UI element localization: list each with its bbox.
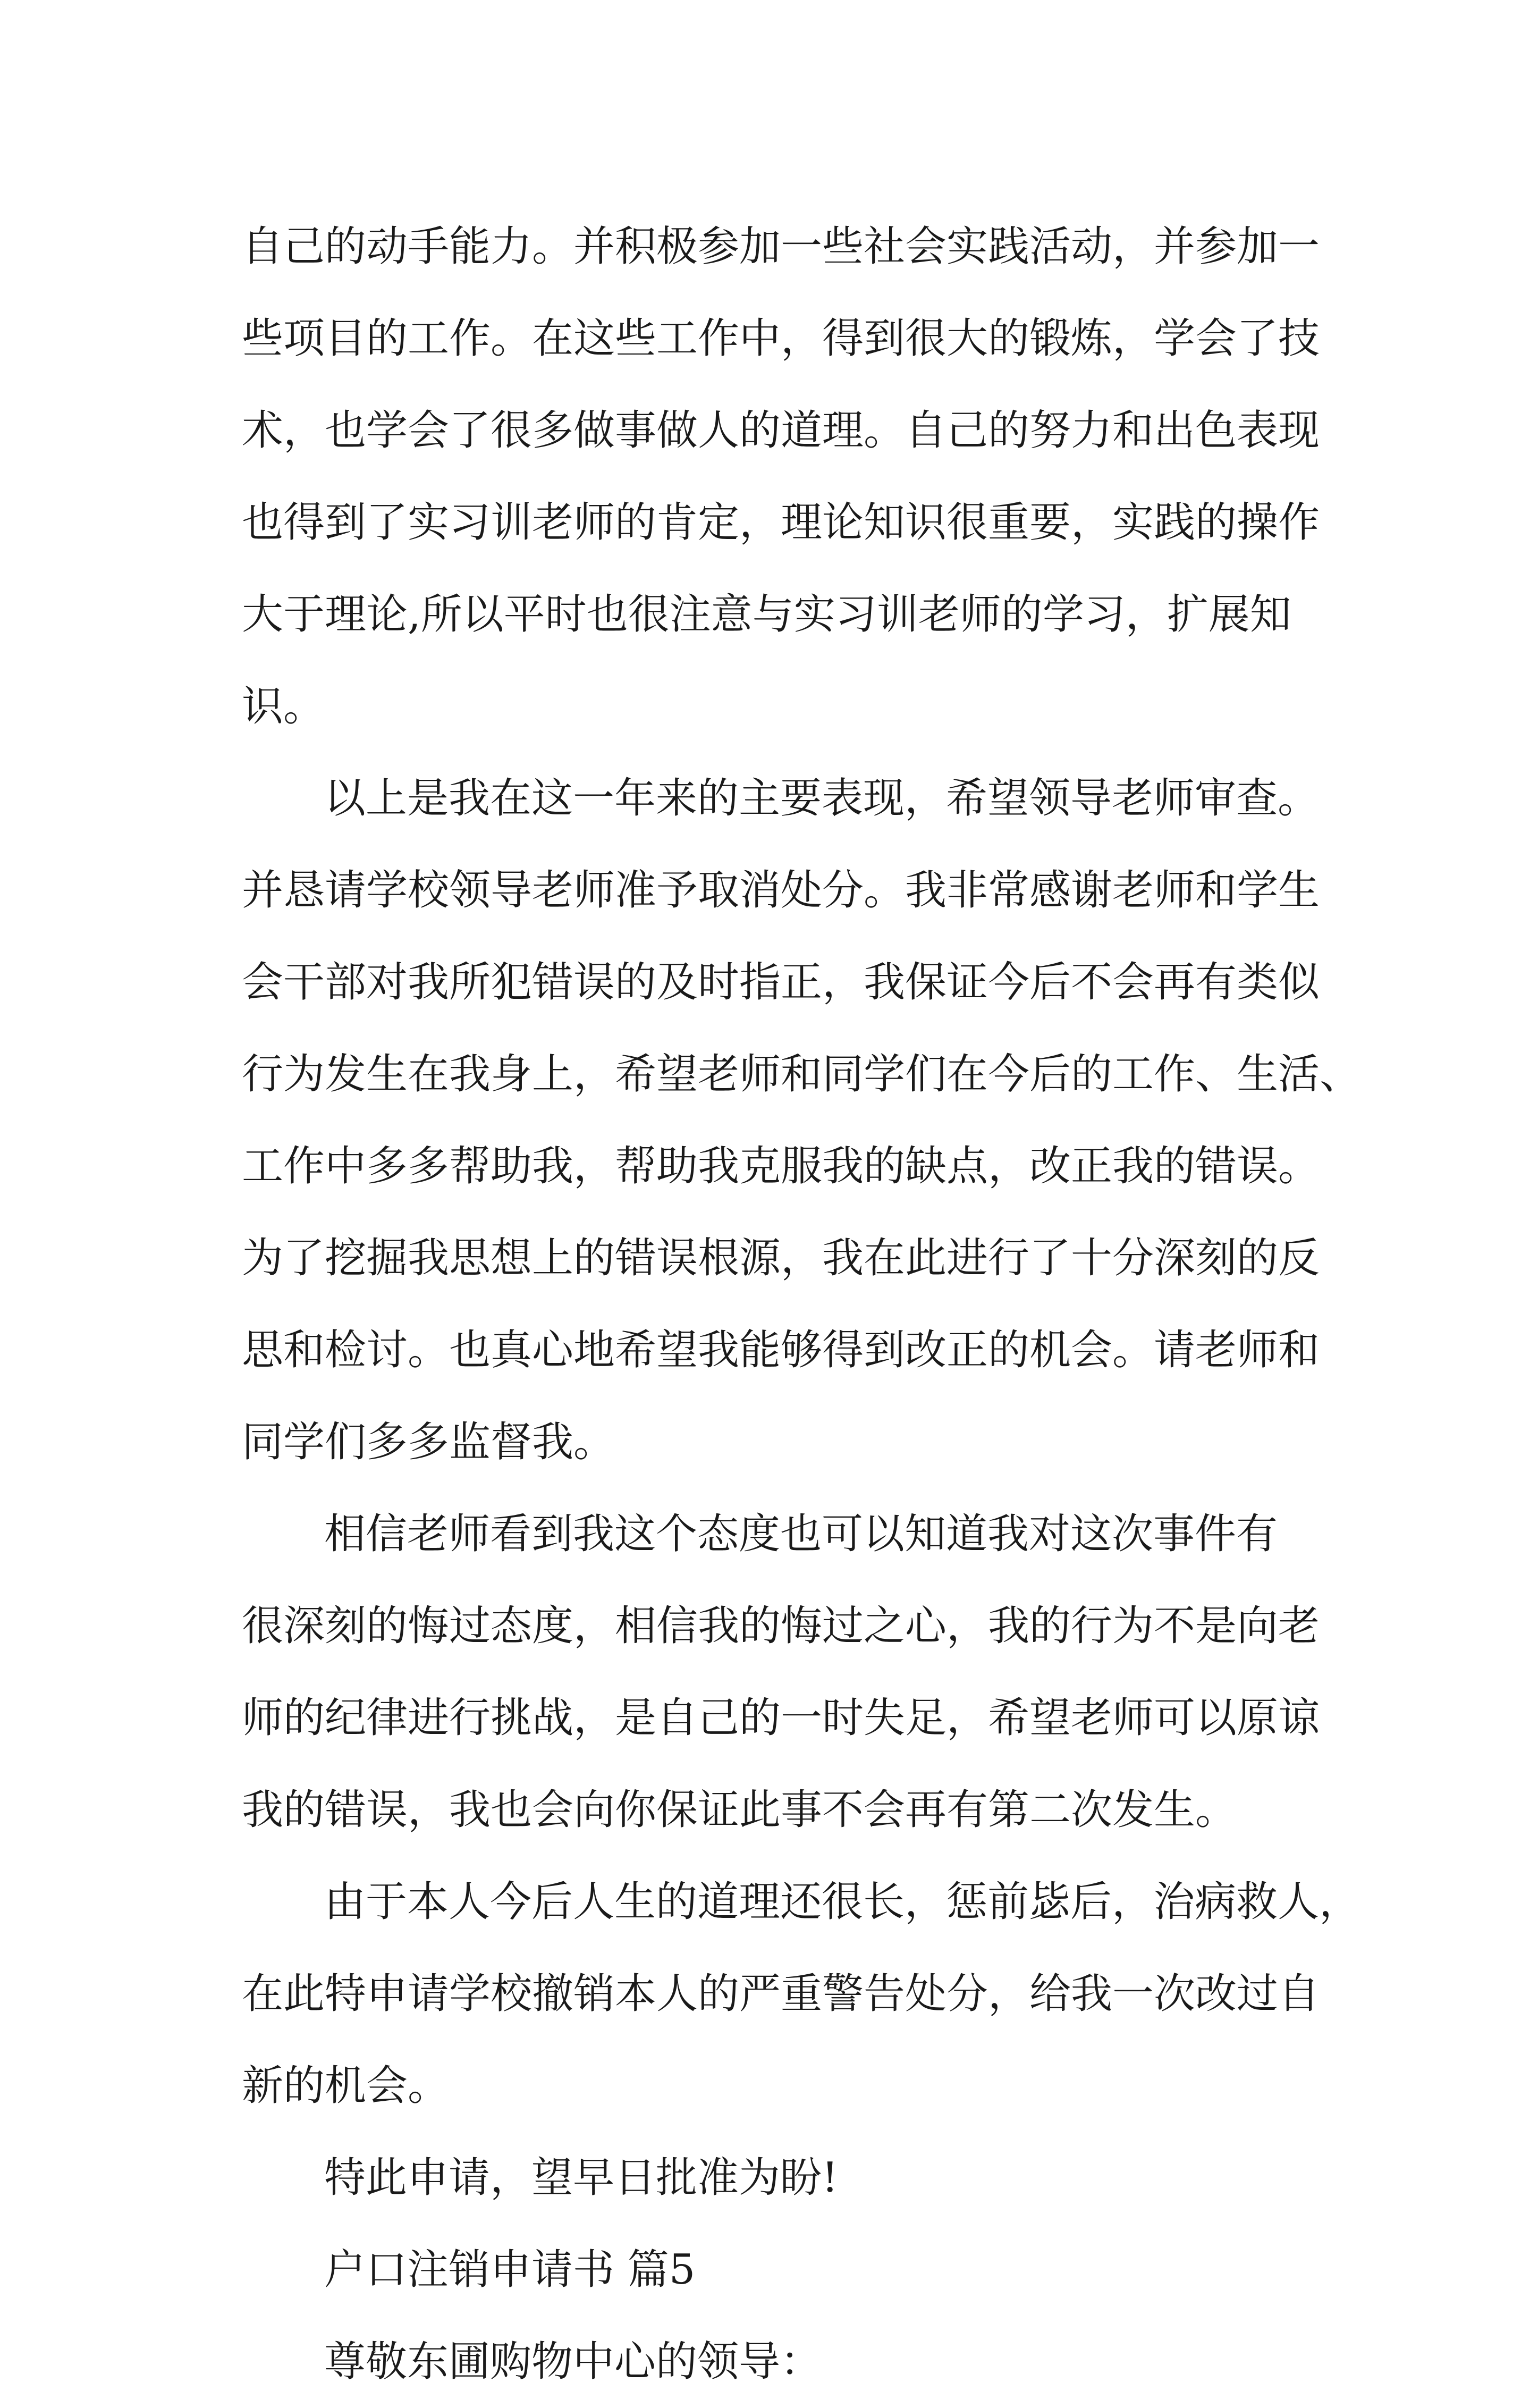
body-text-line: 大于理论,所以平时也很注意与实习训老师的学习，扩展知 xyxy=(242,591,1291,638)
body-text-line: 识。 xyxy=(242,683,325,730)
paragraph-start-line: 相信老师看到我这个态度也可以知道我对这次事件有 xyxy=(324,1510,1278,1558)
body-text-line: 自己的动手能力。并积极参加一些社会实践活动，并参加一 xyxy=(242,223,1320,271)
body-text-line: 思和检讨。也真心地希望我能够得到改正的机会。请老师和 xyxy=(242,1326,1320,1374)
body-text-line: 在此特申请学校撤销本人的严重警告处分，给我一次改过自 xyxy=(242,1970,1320,2018)
body-text-line: 行为发生在我身上，希望老师和同学们在今后的工作、生活、 xyxy=(242,1050,1362,1098)
body-text-line: 新的机会。 xyxy=(242,2062,450,2110)
paragraph-start-line: 由于本人今后人生的道理还很长，惩前毖后，治病救人， xyxy=(324,1878,1361,1926)
body-text-line: 师的纪律进行挑战，是自己的一时失足，希望老师可以原谅 xyxy=(242,1694,1320,1742)
paragraph-start-line: 以上是我在这一年来的主要表现，希望领导老师审查。 xyxy=(324,774,1320,822)
body-text-line: 我的错误，我也会向你保证此事不会再有第二次发生。 xyxy=(242,1786,1237,1834)
body-text-line: 为了挖掘我思想上的错误根源，我在此进行了十分深刻的反 xyxy=(242,1234,1320,1282)
document-body xyxy=(242,201,1362,2408)
salutation-line: 尊敬东圃购物中心的领导： xyxy=(324,2338,822,2386)
body-text-line: 很深刻的悔过态度，相信我的悔过之心，我的行为不是向老 xyxy=(242,1602,1320,1650)
body-text-line: 术，也学会了很多做事做人的道理。自己的努力和出色表现 xyxy=(242,407,1320,454)
body-text-line: 同学们多多监督我。 xyxy=(242,1418,615,1466)
section-heading: 户口注销申请书 篇5 xyxy=(324,2246,696,2294)
closing-request-line: 特此申请，望早日批准为盼! xyxy=(324,2154,839,2202)
body-text-line: 会干部对我所犯错误的及时指正，我保证今后不会再有类似 xyxy=(242,958,1320,1006)
body-text-line: 些项目的工作。在这些工作中，得到很大的锻炼，学会了技 xyxy=(242,315,1320,363)
body-text-line: 也得到了实习训老师的肯定，理论知识很重要，实践的操作 xyxy=(242,499,1320,546)
body-text-line: 工作中多多帮助我，帮助我克服我的缺点，改正我的错误。 xyxy=(242,1142,1320,1190)
body-text-line: 并恳请学校领导老师准予取消处分。我非常感谢老师和学生 xyxy=(242,866,1320,914)
